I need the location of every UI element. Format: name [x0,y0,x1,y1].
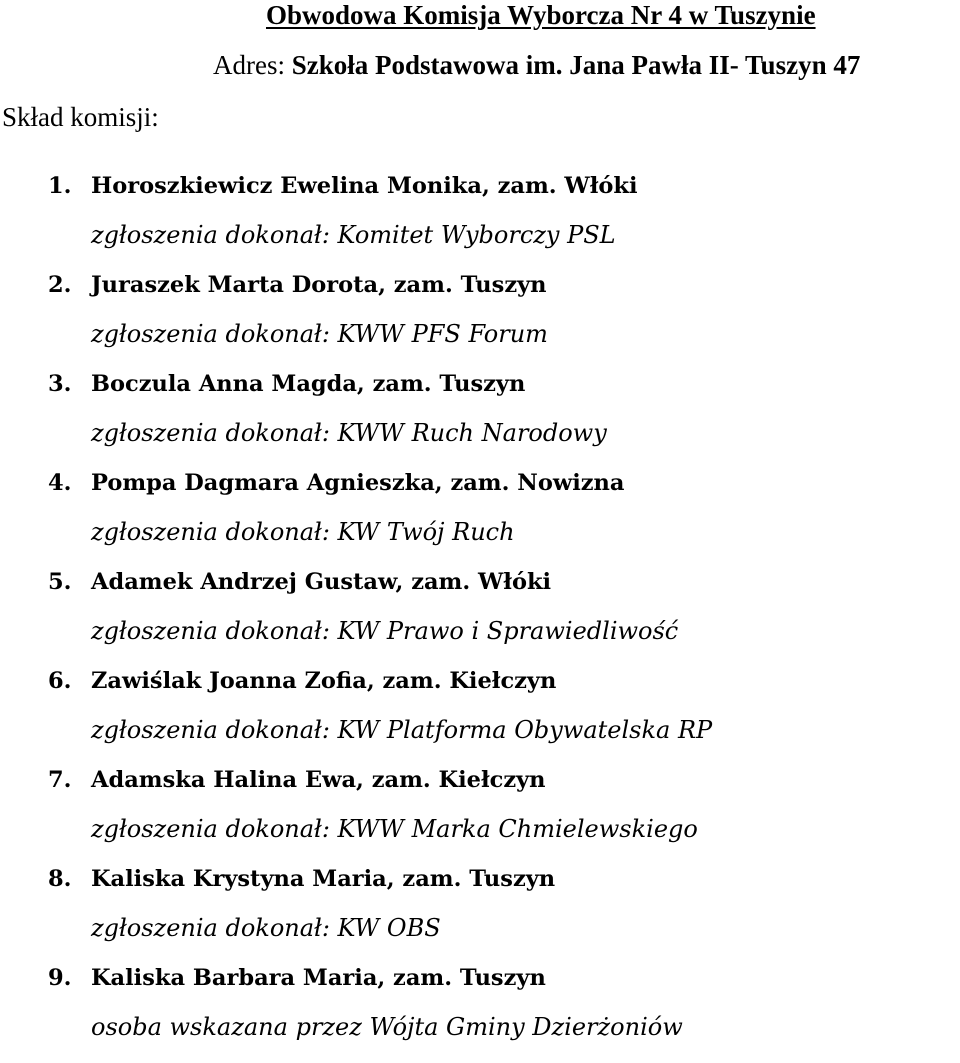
address-label: Adres: [213,50,285,80]
member-name: Zawiślak Joanna Zofia, zam. Kiełczyn [91,668,557,694]
member-name: Kaliska Krystyna Maria, zam. Tuszyn [91,866,556,892]
member-submitter: zgłoszenia dokonał: KW OBS [91,914,441,942]
member-name: Juraszek Marta Dorota, zam. Tuszyn [91,272,547,298]
member-name-line [48,568,551,596]
member-submitter: osoba wskazana przez Wójta Gminy Dzierżoniów [91,1013,683,1041]
member-name: Kaliska Barbara Maria, zam. Tuszyn [91,965,546,991]
member-submitter: zgłoszenia dokonał: KW Platforma Obywatelska RP [91,716,713,744]
member-number: 1. [48,173,72,199]
member-submitter: zgłoszenia dokonał: KW Twój Ruch [91,518,515,546]
member-number: 2. [48,272,72,298]
member-name-line [48,271,547,299]
member-name: Adamska Halina Ewa, zam. Kiełczyn [91,767,546,793]
member-name-line [48,469,624,497]
member-name-line [48,766,546,794]
member-submitter: zgłoszenia dokonał: KWW Marka Chmielewskiego [91,815,698,843]
member-submitter: zgłoszenia dokonał: KW Prawo i Sprawiedliwość [91,617,679,645]
page-title: Obwodowa Komisja Wyborcza Nr 4 w Tuszynie [266,0,816,30]
member-number: 9. [48,965,72,991]
member-name-line [48,172,638,200]
member-number: 5. [48,569,72,595]
member-submitter: zgłoszenia dokonał: Komitet Wyborczy PSL [91,221,616,249]
address-line [213,50,860,80]
member-submitter: zgłoszenia dokonał: KWW Ruch Narodowy [91,419,607,447]
address-value: Szkoła Podstawowa im. Jana Pawła II- Tuszyn 47 [291,50,861,80]
composition-label: Skład komisji: [2,102,159,132]
member-number: 8. [48,866,72,892]
member-number: 7. [48,767,72,793]
member-name-line [48,370,525,398]
member-name-line [48,964,546,992]
member-name: Pompa Dagmara Agnieszka, zam. Nowizna [91,470,625,496]
member-name: Boczula Anna Magda, zam. Tuszyn [91,371,526,397]
member-number: 3. [48,371,72,397]
member-name-line [48,667,556,695]
member-number: 4. [48,470,72,496]
member-name: Horoszkiewicz Ewelina Monika, zam. Włóki [91,173,638,199]
member-number: 6. [48,668,72,694]
member-name-line [48,865,555,893]
member-name: Adamek Andrzej Gustaw, zam. Włóki [91,569,552,595]
member-submitter: zgłoszenia dokonał: KWW PFS Forum [91,320,548,348]
